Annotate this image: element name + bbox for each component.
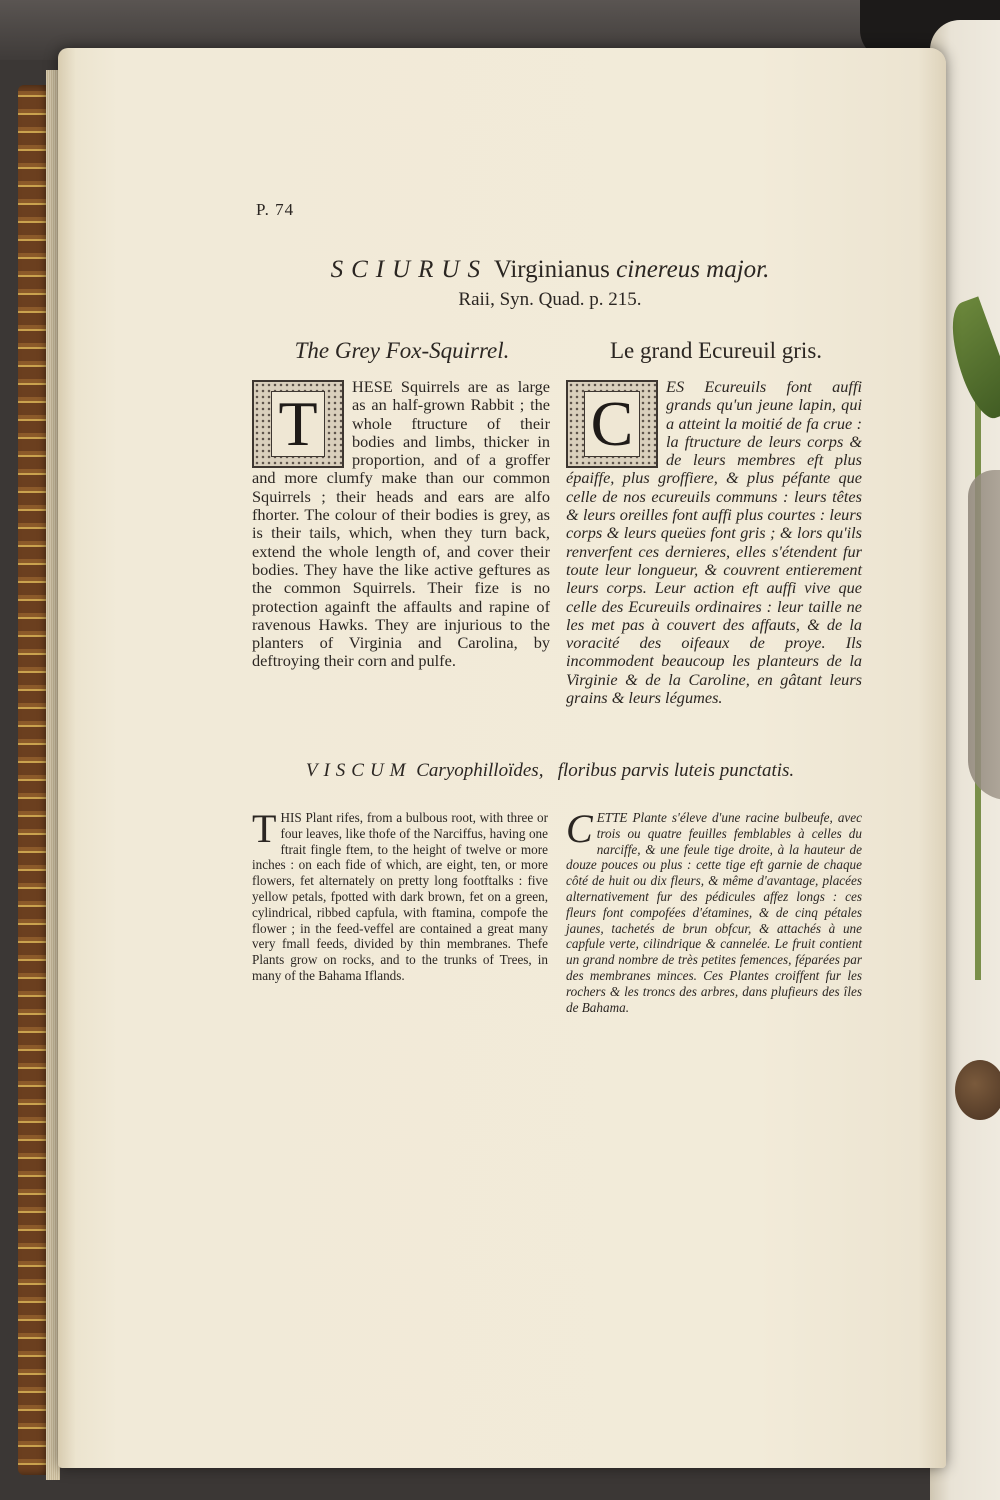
plant-french-description xyxy=(566,806,862,1015)
species-heading xyxy=(250,256,850,284)
genus-name: SCIURUS xyxy=(330,256,488,283)
french-body-text: ES Ecureuils font auffi grands qu'un jeune lapin, qui a atteint la moitié de fa crue : la ftructure de leurs corps & de leurs membres eft plus épaiffe, plus groffiere, & plus péfante que celle de nos ecureuils communs : leurs têtes & leurs oreilles font auffi plus courtes : leurs corps & leurs queües font gris ; & lors qu'ils renverfent ces dernieres, elles s'étendent fur toute leur longueur, & couvrent entierement leurs corps. Leur action eft auffi vive que celle des Ecureuils ordinaires : leur taille ne les met pas à couvert des affauts, & de la voracité des oifeaux de proye. Ils incommodent beaucoup les planteurs de la Virginie & de la Caroline, en gâtant leurs grains & leurs légumes. xyxy=(566,377,862,708)
plant-dropcap-t: T xyxy=(252,806,277,851)
english-description xyxy=(252,378,550,671)
species-name: Virginianus xyxy=(493,256,610,283)
plant-english-body: HIS Plant rifes, from a bulbous root, with three or four leaves, like thofe of the Narciffus, having one ftrait fingle ftem, to the height of twelve or more inches : on each fide of which, are eight, ten, or more flowers, fet alternately on pretty long footftalks : five yellow petals, fpotted with dark brown, fet on a green, cylindrical, ribbed capfula, with ftamina, compofe the flower ; in the feed-veffel are contained a great many very fmall feeds, divided by thin membranes. Thefe Plants grow on rocks, and to the trunks of Trees, in many of the Bahama Iflands. xyxy=(252,810,548,983)
french-title: Le grand Ecureuil gris. xyxy=(609,338,823,363)
english-title: The Grey Fox-Squirrel. xyxy=(294,338,510,363)
ornamental-dropcap-t: T xyxy=(252,380,344,468)
plate-bulb-illustration xyxy=(955,1060,1000,1120)
plant-french-body: ETTE Plante s'éleve d'une racine bulbeufe, avec trois ou quatre feuilles femblables à celles du narciffe, & une feule tige droite, à la hauteur de douze pouces ou plus : cette tige eft garnie de chaque côté de huit ou dix fleurs, & même d'avantage, placées alternativement fur des pédicules affez longs : ces fleurs font compofées d'étamines, & de cinq pétales jaunes, tachetés de brun obfcur, & attachés à une capfule verte, cilindrique & cannelée. Le fruit contient un grand nombre de très petites femences, féparées par des membranes minces. Ces Plantes croiffent fur les rochers & les troncs des arbres, dans plufieurs des îles de Bahama. xyxy=(566,810,862,1015)
plant-genus: VISCUM xyxy=(305,760,412,781)
ornamental-dropcap-c: C xyxy=(566,380,658,468)
plant-heading xyxy=(250,760,850,782)
plant-descriptor: floribus parvis luteis punctatis. xyxy=(557,760,795,781)
plant-dropcap-c: C xyxy=(566,806,593,851)
english-body-text: HESE Squirrels are as large as an half-grown Rabbit ; the whole ftructure of their bodies and limbs, thicker in proportion, and of a groffer and more clumfy make than our common Squirrels ; their heads and ears are alfo fhorter. The colour of their bodies is grey, as is their tails, which, when they turn back, extend the whole length of, and cover their bodies. They have the like active geftures as the common Squirrels. Their fize is no protection againft the affaults and rapine of ravenous Hawks. They are injurious to the planters of Virginia and Carolina, by deftroying their corn and pulfe. xyxy=(252,377,550,671)
plate-squirrel-illustration xyxy=(968,470,1000,800)
reference-citation: Raii, Syn. Quad. p. 215. xyxy=(458,289,642,310)
french-description xyxy=(566,378,862,707)
plant-english-description xyxy=(252,806,548,984)
plant-species: Caryophilloïdes, xyxy=(416,760,544,781)
page-number: P. 74 xyxy=(256,200,295,219)
species-descriptor: cinereus major. xyxy=(616,256,770,283)
